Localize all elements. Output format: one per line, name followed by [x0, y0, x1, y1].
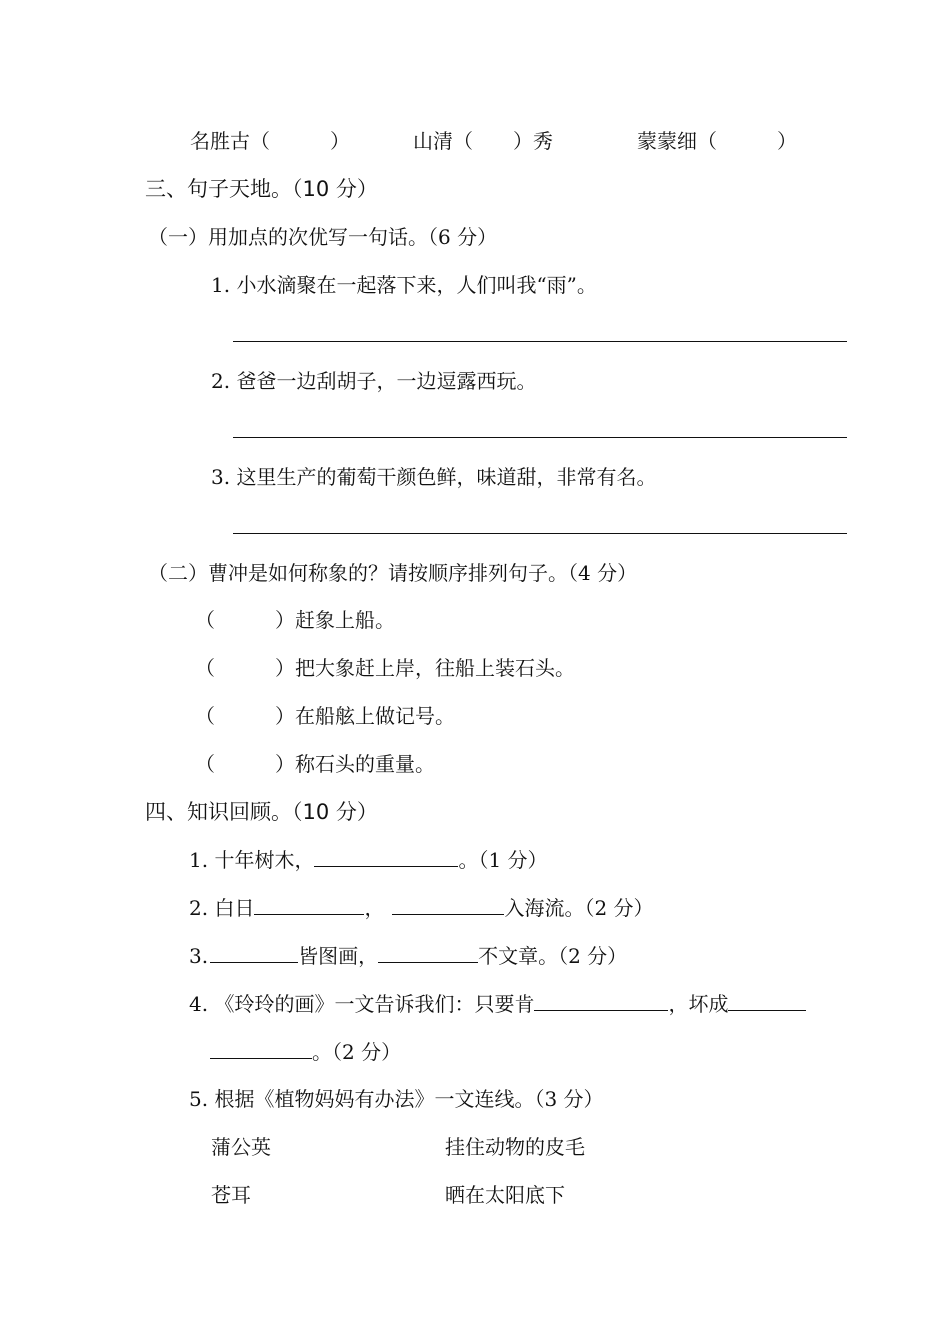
order-text-4: 称石头的重量。 [295, 752, 435, 776]
fill-blank[interactable] [210, 942, 298, 963]
sentence-item-2: 2. 爸爸一边刮胡子，一边逗露西玩。 [211, 369, 537, 393]
order-text-1: 赶象上船。 [295, 608, 395, 632]
answer-line-2[interactable] [233, 437, 847, 438]
order-paren-1[interactable]: （ ） [195, 608, 295, 632]
fill-blank[interactable] [378, 942, 478, 963]
order-paren-3[interactable]: （ ） [195, 704, 295, 728]
order-item-2 [195, 655, 575, 681]
order-text-3: 在船舷上做记号。 [295, 704, 455, 728]
part-2-title: （二）曹冲是如何称象的？请按顺序排列句子。（4 分） [148, 561, 638, 585]
fill-blank[interactable] [254, 894, 364, 915]
order-item-4 [195, 751, 435, 777]
part-1-title: （一）用加点的次优写一句话。（6 分） [148, 225, 498, 249]
match-right-2[interactable]: 晒在太阳底下 [445, 1183, 565, 1207]
fill-blank[interactable] [210, 1038, 312, 1059]
match-left-2[interactable]: 苍耳 [211, 1183, 251, 1207]
fill-blank[interactable] [534, 990, 668, 1011]
match-right-1[interactable]: 挂住动物的皮毛 [445, 1135, 585, 1159]
fill-blank[interactable] [314, 846, 458, 867]
order-text-2: 把大象赶上岸，往船上装石头。 [295, 656, 575, 680]
answer-line-3[interactable] [233, 533, 847, 534]
recall-question-1: 1. 十年树木， 。（1 分） [189, 848, 548, 872]
recall-question-5-title: 5. 根据《植物妈妈有办法》一文连线。（3 分） [189, 1087, 604, 1111]
sentence-item-1: 1. 小水滴聚在一起落下来，人们叫我“雨”。 [211, 273, 597, 297]
recall-question-3: 3. 皆图画， 不文章。（2 分） [189, 944, 628, 968]
sentence-item-3: 3. 这里生产的葡萄干颜色鲜，味道甜，非常有名。 [211, 465, 657, 489]
fill-blank[interactable] [392, 894, 504, 915]
word-fill-1: 名胜古（ ） [190, 129, 350, 153]
recall-question-4: 4. 《玲玲的画》一文告诉我们：只要肯 ，坏成 [189, 990, 806, 1017]
order-paren-2[interactable]: （ ） [195, 656, 295, 680]
section-3-heading: 三、句子天地。（10 分） [145, 177, 378, 201]
match-left-1[interactable]: 蒲公英 [211, 1135, 271, 1159]
recall-question-2: 2. 白日 ， 入海流。（2 分） [189, 896, 654, 920]
word-fill-2: 山清（ ）秀 [413, 129, 553, 153]
word-fill-3: 蒙蒙细（ ） [637, 129, 797, 153]
order-paren-4[interactable]: （ ） [195, 752, 295, 776]
fill-blank[interactable] [728, 990, 806, 1011]
order-item-1 [195, 607, 395, 633]
recall-question-4-cont: 。（2 分） [210, 1038, 401, 1065]
order-item-3 [195, 703, 455, 729]
answer-line-1[interactable] [233, 341, 847, 342]
section-4-heading: 四、知识回顾。（10 分） [145, 800, 378, 824]
